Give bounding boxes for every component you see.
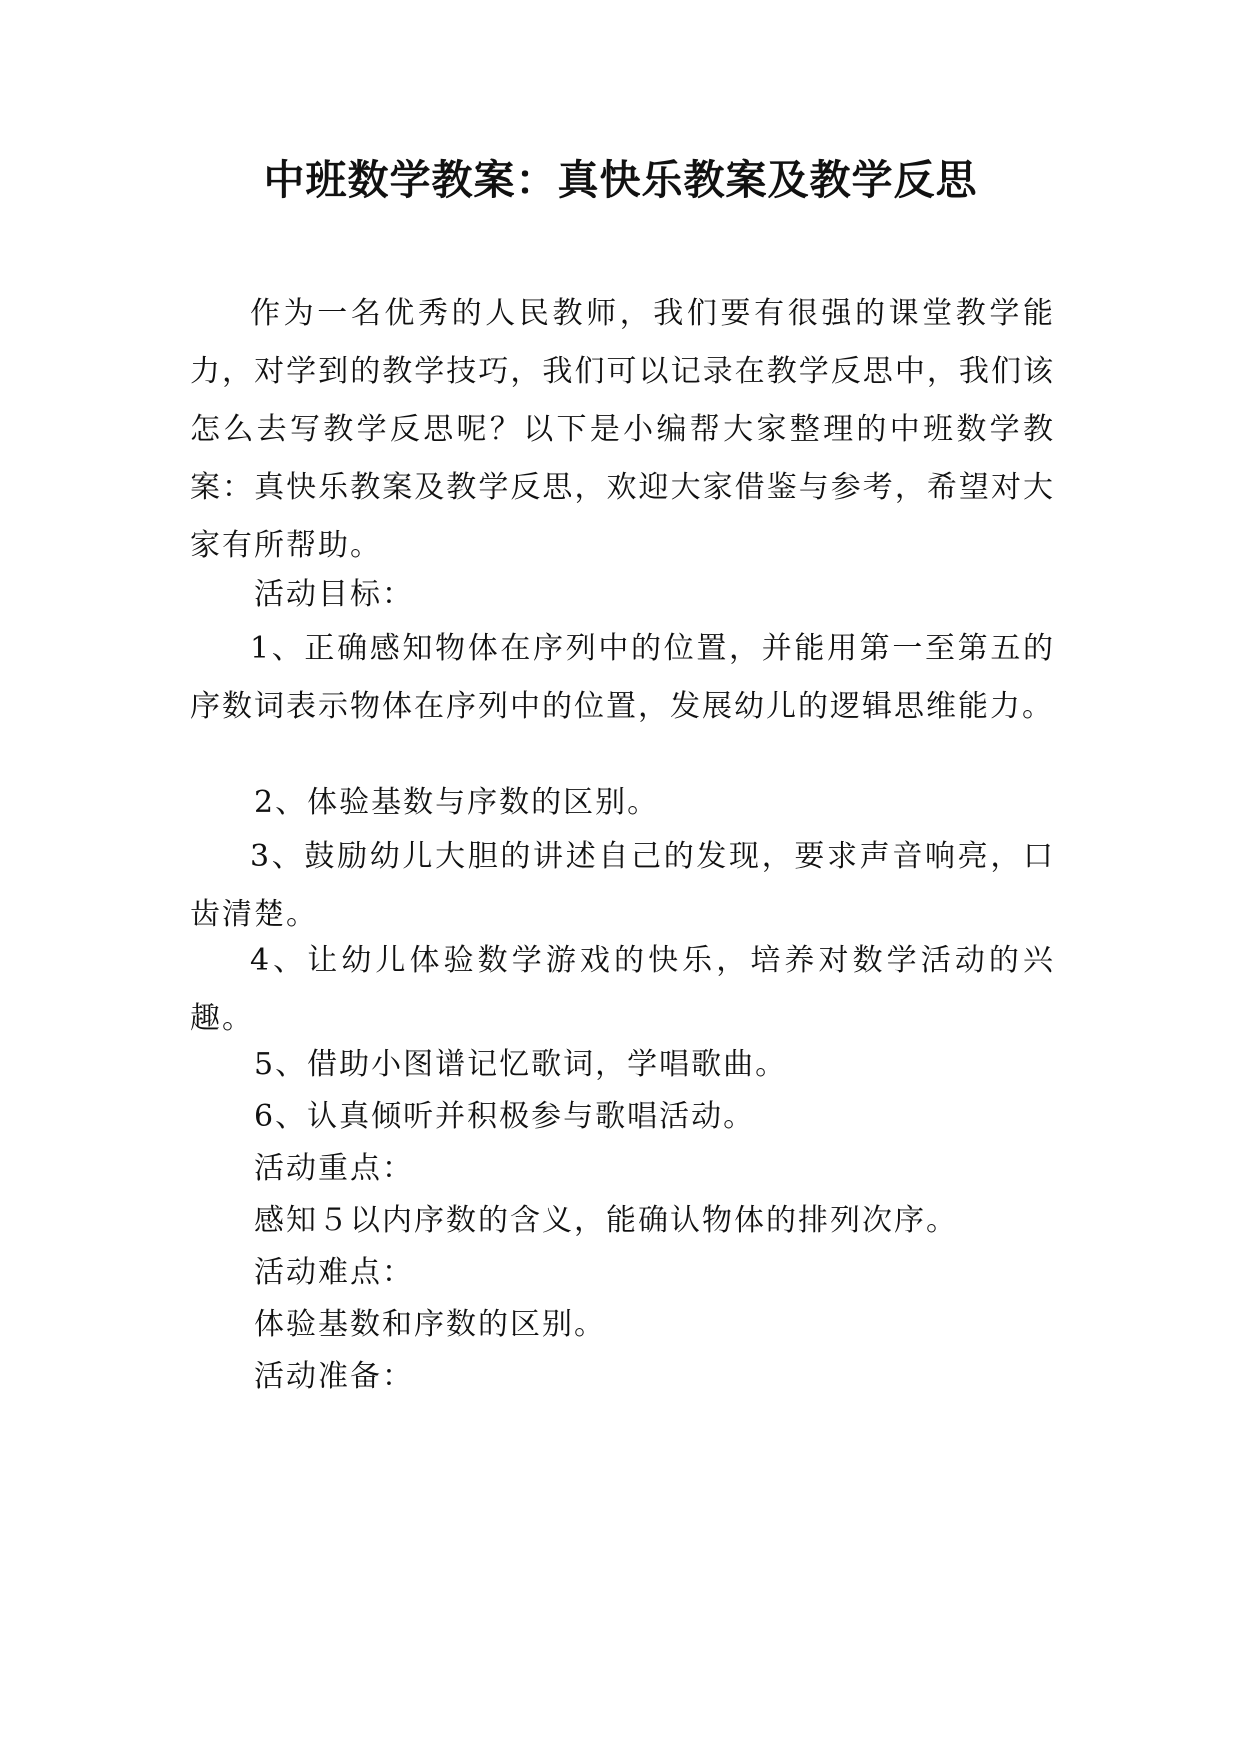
goal-item-5: 5、借助小图谱记忆歌词，学唱歌曲。: [254, 1047, 788, 1082]
goals-heading: 活动目标：: [254, 577, 414, 612]
intro-paragraph: 作为一名优秀的人民教师，我们要有很强的课堂教学能力，对学到的教学技巧，我们可以记录在教学反思中，我们该怎么去写教学反思呢？以下是小编帮大家整理的中班数学教案：真快乐教案及教学反思，欢迎大家借鉴与参考，希望对大家有所帮助。: [190, 296, 1055, 563]
goal-item-1: 1、正确感知物体在序列中的位置，并能用第一至第五的序数词表示物体在序列中的位置，发展幼儿的逻辑思维能力。: [190, 631, 1055, 724]
difficulty-text: 体验基数和序数的区别。: [254, 1307, 606, 1342]
goal-item-2: 2、体验基数与序数的区别。: [254, 785, 660, 820]
focus-text: 感知５以内序数的含义，能确认物体的排列次序。: [254, 1203, 958, 1238]
goal-item-6: 6、认真倾听并积极参与歌唱活动。: [254, 1099, 756, 1134]
preparation-heading: 活动准备：: [254, 1359, 414, 1394]
difficulty-heading: 活动难点：: [254, 1255, 414, 1290]
goal-item-3: 3、鼓励幼儿大胆的讲述自己的发现，要求声音响亮，口齿清楚。: [190, 839, 1055, 932]
goal-item-4: 4、让幼儿体验数学游戏的快乐，培养对数学活动的兴趣。: [190, 943, 1055, 1036]
document-title: 中班数学教案：真快乐教案及教学反思: [263, 156, 978, 204]
focus-heading: 活动重点：: [254, 1151, 414, 1186]
